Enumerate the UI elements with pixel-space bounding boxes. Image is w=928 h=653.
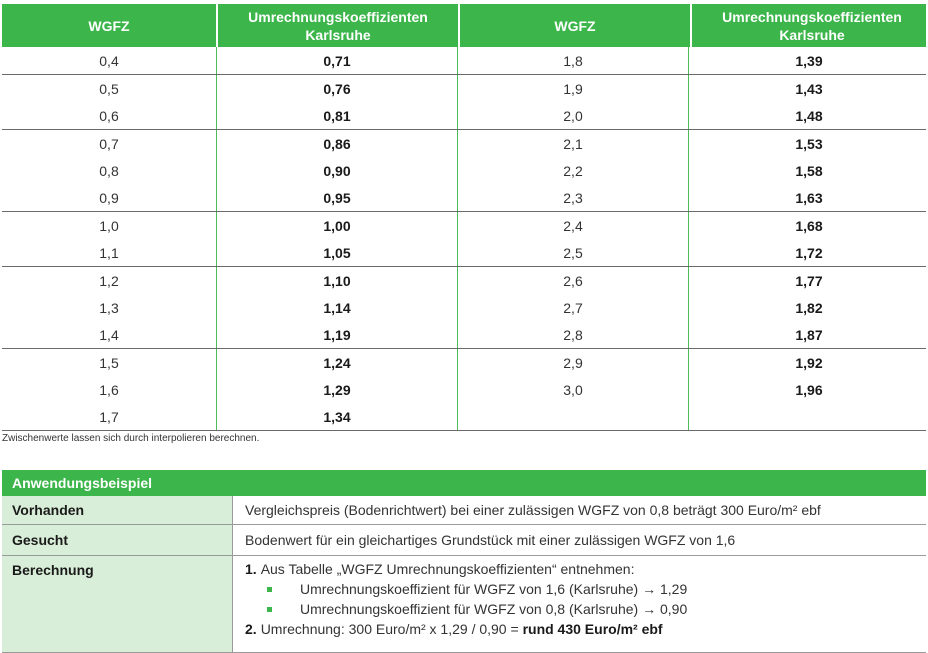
gesucht-text: Bodenwert für ein gleichartiges Grundstück mit einer zulässigen WGFZ von 1,6 [232, 525, 926, 555]
header-koeff-2: Umrechnungskoeffizienten Karlsruhe [722, 8, 902, 43]
koeff-cell: 1,00 [216, 212, 457, 239]
bullet-item-2 [245, 599, 926, 619]
koeff-cell: 1,24 [216, 349, 457, 376]
koeff-cell: 1,87 [688, 321, 928, 348]
koeff-cell: 1,82 [688, 294, 928, 321]
wgfz-cell: 2,0 [457, 102, 688, 129]
koeff-cell [688, 403, 928, 430]
koeff-cell: 1,96 [688, 376, 928, 403]
wgfz-cell: 0,6 [99, 107, 119, 124]
wgfz-cell: 1,3 [99, 299, 119, 316]
wgfz-cell: 0,8 [99, 162, 119, 179]
koeff-cell: 1,72 [688, 239, 928, 266]
koeff-cell: 0,86 [216, 130, 457, 157]
koeff-cell: 1,63 [688, 184, 928, 211]
header-wgfz-1: WGFZ [2, 4, 218, 47]
wgfz-cell: 0,5 [99, 80, 119, 97]
table-row [2, 294, 926, 321]
table-row [2, 376, 926, 403]
table-header [2, 4, 926, 47]
wgfz-cell: 1,6 [99, 381, 119, 398]
wgfz-cell: 0,9 [99, 189, 119, 206]
step-2-text: Umrechnung: 300 Euro/m² x 1,29 / 0,90 = [260, 621, 519, 637]
wgfz-cell: 1,7 [99, 408, 119, 425]
koeff-cell: 1,48 [688, 102, 928, 129]
step-1-text: Aus Tabelle „WGFZ Umrechnungskoeffizienten“ entnehmen: [260, 561, 635, 577]
wgfz-cell: 0,4 [99, 52, 119, 69]
vorhanden-text: Vergleichspreis (Bodenrichtwert) bei einer zulässigen WGFZ von 0,8 beträgt 300 Euro/m² ebf [232, 496, 926, 524]
koeff-cell: 1,39 [688, 47, 928, 74]
row-vorhanden [2, 496, 926, 525]
koeff-cell: 1,14 [216, 294, 457, 321]
vorhanden-label: Vorhanden [2, 496, 232, 524]
koeff-cell: 1,68 [688, 212, 928, 239]
interpolation-note: Zwischenwerte lassen sich durch interpolieren berechnen. [2, 433, 260, 444]
example-title: Anwendungsbeispiel [2, 470, 926, 496]
wgfz-cell: 2,5 [457, 239, 688, 266]
bullet-item-1 [245, 579, 926, 599]
wgfz-cell: 2,8 [457, 321, 688, 348]
table-row [2, 184, 926, 211]
table-row [2, 102, 926, 129]
wgfz-cell [457, 403, 688, 430]
wgfz-cell: 1,1 [99, 244, 119, 261]
koeff-cell: 1,05 [216, 239, 457, 266]
step-1 [245, 559, 926, 579]
koeff-cell: 0,81 [216, 102, 457, 129]
wgfz-cell: 1,2 [99, 272, 119, 289]
header-wgfz-2: WGFZ [460, 4, 692, 47]
bullet-square-icon [267, 607, 272, 612]
koeff-cell: 0,76 [216, 75, 457, 102]
table-row [2, 129, 926, 157]
wgfz-cell: 2,2 [457, 157, 688, 184]
table-row [2, 239, 926, 266]
koeff-cell: 0,95 [216, 184, 457, 211]
koeff-cell: 1,92 [688, 349, 928, 376]
step-2-result: rund 430 Euro/m² ebf [522, 621, 663, 637]
wgfz-cell: 1,0 [99, 217, 119, 234]
koeff-cell: 1,58 [688, 157, 928, 184]
berechnung-content [232, 556, 926, 652]
table-row [2, 47, 926, 74]
wgfz-cell: 2,7 [457, 294, 688, 321]
step-2 [245, 619, 926, 639]
table-row [2, 211, 926, 239]
koeff-cell: 1,53 [688, 130, 928, 157]
table-row [2, 157, 926, 184]
conversion-table [2, 4, 926, 431]
row-berechnung [2, 556, 926, 653]
wgfz-cell: 2,6 [457, 267, 688, 294]
wgfz-cell: 1,4 [99, 326, 119, 343]
koeff-cell: 1,29 [216, 376, 457, 403]
table-row [2, 321, 926, 348]
koeff-cell: 0,71 [216, 47, 457, 74]
wgfz-cell: 3,0 [457, 376, 688, 403]
bullet-2-text: Umrechnungskoeffizient für WGFZ von 0,8 (Karlsruhe) → 0,90 [300, 601, 688, 617]
row-gesucht [2, 525, 926, 556]
koeff-cell: 1,43 [688, 75, 928, 102]
table-body [2, 47, 926, 431]
step-1-number: 1. [245, 561, 257, 577]
koeff-cell: 1,19 [216, 321, 457, 348]
table-row [2, 266, 926, 294]
berechnung-label: Berechnung [2, 556, 232, 652]
wgfz-cell: 2,4 [457, 212, 688, 239]
gesucht-label: Gesucht [2, 525, 232, 555]
koeff-cell: 1,34 [216, 403, 457, 430]
koeff-cell: 1,10 [216, 267, 457, 294]
table-row [2, 403, 926, 431]
example-box [2, 470, 926, 653]
bullet-1-text: Umrechnungskoeffizient für WGFZ von 1,6 (Karlsruhe) → 1,29 [300, 581, 688, 597]
header-koeff-1: Umrechnungskoeffizienten Karlsruhe [218, 4, 460, 47]
table-row [2, 74, 926, 102]
bullet-square-icon [267, 587, 272, 592]
step-2-number: 2. [245, 621, 257, 637]
koeff-cell: 1,77 [688, 267, 928, 294]
table-row [2, 348, 926, 376]
koeff-cell: 0,90 [216, 157, 457, 184]
wgfz-cell: 2,3 [457, 184, 688, 211]
wgfz-cell: 2,1 [457, 130, 688, 157]
wgfz-cell: 1,9 [457, 75, 688, 102]
wgfz-cell: 1,5 [99, 354, 119, 371]
wgfz-cell: 2,9 [457, 349, 688, 376]
wgfz-cell: 1,8 [457, 47, 688, 74]
wgfz-cell: 0,7 [99, 135, 119, 152]
